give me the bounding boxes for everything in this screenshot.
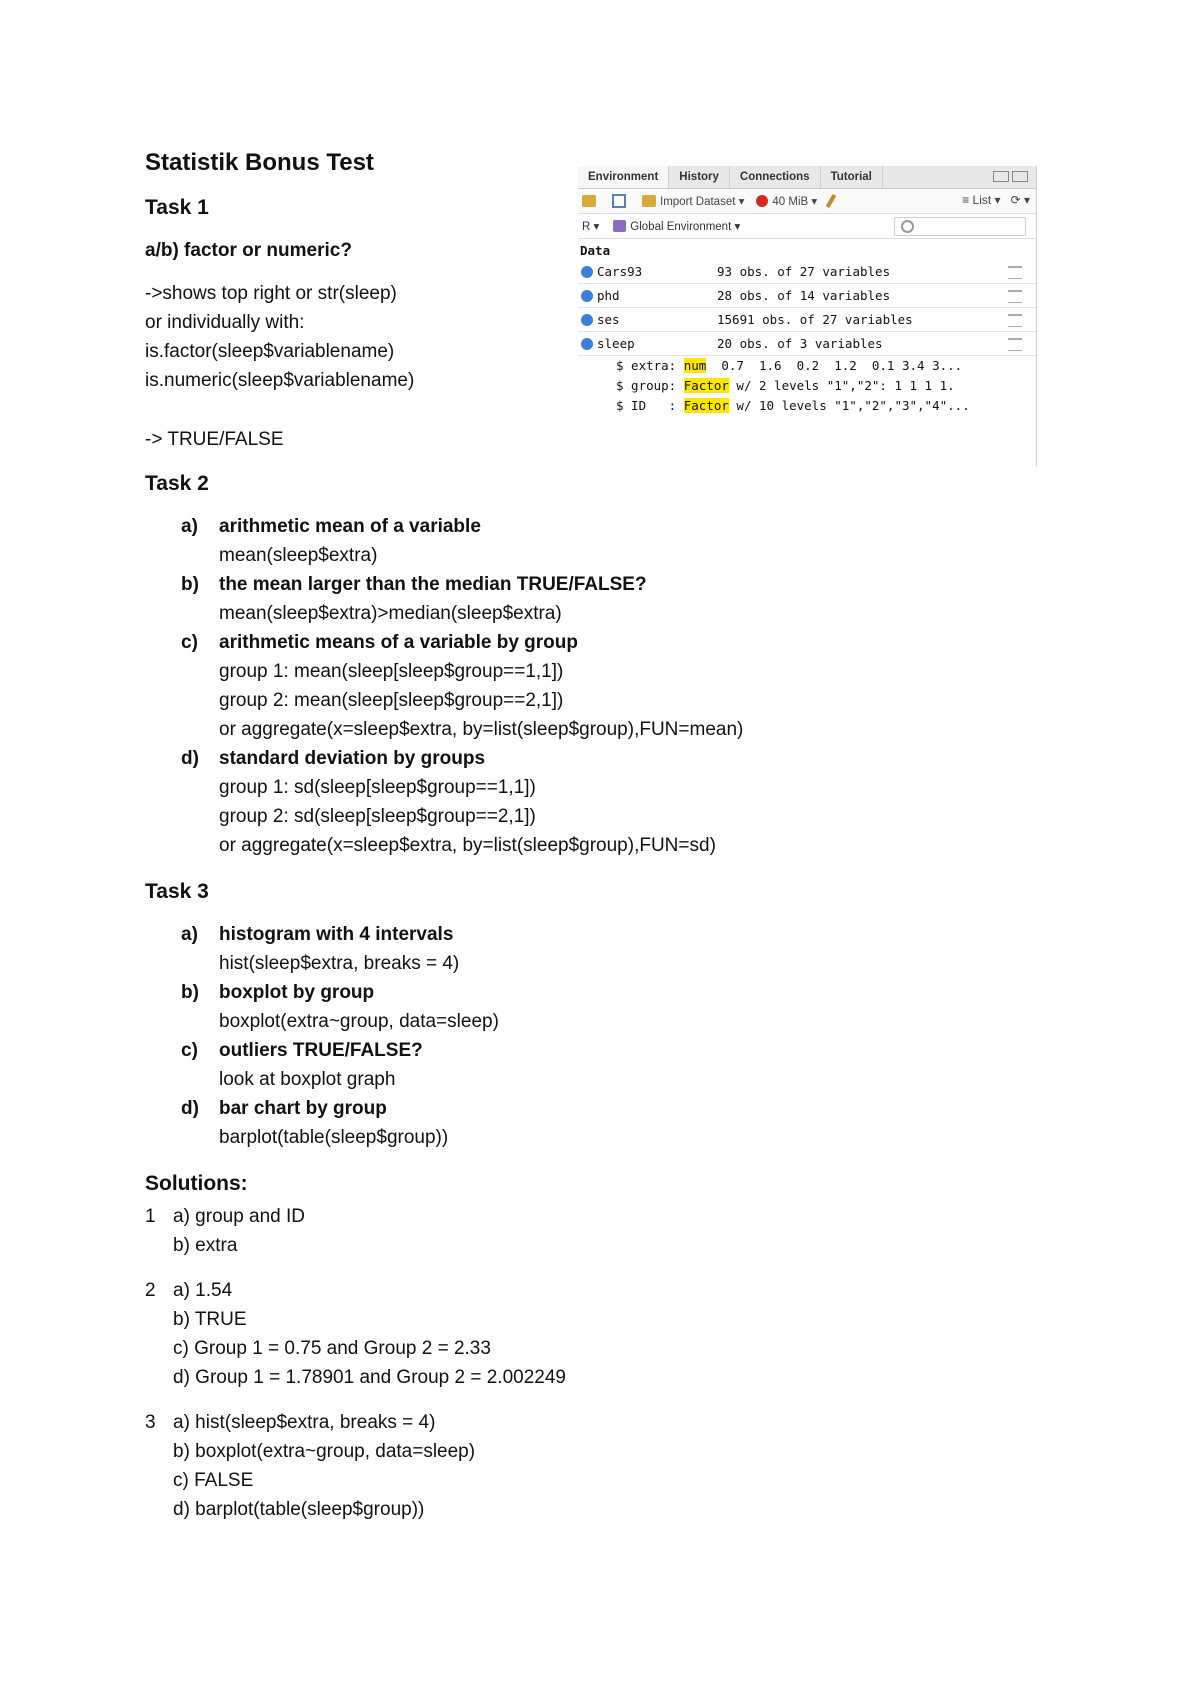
solution-group xyxy=(145,1202,785,1260)
item-label: outliers TRUE/FALSE? xyxy=(219,1040,423,1061)
structure-type: Factor xyxy=(683,378,729,393)
table-row[interactable] xyxy=(578,284,1036,308)
object-name: Cars93 xyxy=(597,264,643,279)
window-controls xyxy=(993,171,1028,182)
structure-values: w/ 2 levels "1","2": 1 1 1 1. xyxy=(728,378,955,393)
solution-number: 3 xyxy=(145,1412,156,1433)
environment-dropdown[interactable] xyxy=(613,219,740,233)
solution-line: a) hist(sleep$extra, breaks = 4) xyxy=(173,1412,436,1433)
solution-line: a) group and ID xyxy=(173,1206,306,1227)
expand-icon[interactable] xyxy=(581,290,593,302)
save-icon xyxy=(612,194,626,208)
item-line: mean(sleep$extra) xyxy=(219,545,378,566)
list-item xyxy=(145,1036,785,1094)
item-marker: b) xyxy=(181,574,199,595)
table-row[interactable] xyxy=(578,332,1036,356)
solution-group xyxy=(145,1408,785,1524)
task1-line: or individually with: xyxy=(145,312,305,333)
structure-type: Factor xyxy=(683,398,729,413)
structure-prefix: $ ID : xyxy=(616,398,684,413)
item-line: or aggregate(x=sleep$extra, by=list(sleep$group),FUN=sd) xyxy=(219,835,716,856)
list-item xyxy=(145,512,785,570)
solution-line: b) TRUE xyxy=(173,1309,247,1330)
item-label: standard deviation by groups xyxy=(219,748,486,769)
solutions-heading: Solutions: xyxy=(145,1172,248,1195)
task3-heading: Task 3 xyxy=(145,880,209,903)
save-workspace-button[interactable] xyxy=(612,194,630,208)
list-item xyxy=(145,570,785,628)
item-label: histogram with 4 intervals xyxy=(219,924,454,945)
import-dataset-label: Import Dataset ▾ xyxy=(660,196,745,208)
object-name: ses xyxy=(597,312,620,327)
task3-list xyxy=(145,920,785,1152)
table-row[interactable] xyxy=(578,260,1036,284)
tab-environment[interactable]: Environment xyxy=(578,166,669,188)
expand-icon[interactable] xyxy=(581,314,593,326)
task1-line: is.factor(sleep$variablename) xyxy=(145,341,395,362)
item-marker: d) xyxy=(181,1098,199,1119)
broom-icon xyxy=(826,194,836,208)
solution-line: b) extra xyxy=(173,1235,238,1256)
view-table-icon[interactable] xyxy=(1008,314,1022,327)
solution-number: 2 xyxy=(145,1280,156,1301)
minimize-icon[interactable] xyxy=(993,171,1009,182)
environment-label: Global Environment ▾ xyxy=(630,221,741,233)
tab-tutorial[interactable]: Tutorial xyxy=(821,166,883,188)
import-dataset-button[interactable] xyxy=(642,194,744,208)
list-item xyxy=(145,628,785,744)
toolbar-right xyxy=(962,193,1030,207)
solution-line: c) FALSE xyxy=(173,1470,254,1491)
item-marker: b) xyxy=(181,982,199,1003)
item-line: group 2: sd(sleep[sleep$group==2,1]) xyxy=(219,806,536,827)
rstudio-environment-pane xyxy=(578,166,1037,466)
solution-line: d) Group 1 = 1.78901 and Group 2 = 2.002249 xyxy=(173,1367,566,1388)
environment-selector-bar xyxy=(578,214,1036,239)
item-line: hist(sleep$extra, breaks = 4) xyxy=(219,953,460,974)
view-table-icon[interactable] xyxy=(1008,290,1022,303)
view-mode-label: List ▾ xyxy=(972,193,1001,207)
list-item xyxy=(145,744,785,860)
object-description: 28 obs. of 14 variables xyxy=(717,288,891,303)
structure-line xyxy=(578,356,1036,376)
item-label: arithmetic means of a variable by group xyxy=(219,632,578,653)
structure-values: 0.7 1.6 0.2 1.2 0.1 3.4 3... xyxy=(706,358,963,373)
search-input[interactable] xyxy=(894,217,1026,236)
page-title: Statistik Bonus Test xyxy=(145,149,374,176)
environment-icon xyxy=(613,220,626,232)
expand-icon[interactable] xyxy=(581,266,593,278)
refresh-icon[interactable]: ⟳ ▾ xyxy=(1010,193,1030,207)
item-line: barplot(table(sleep$group)) xyxy=(219,1127,449,1148)
task1-heading: Task 1 xyxy=(145,196,209,219)
task1-line: is.numeric(sleep$variablename) xyxy=(145,370,415,391)
list-item xyxy=(145,920,785,978)
tab-history[interactable]: History xyxy=(669,166,730,188)
search-icon xyxy=(901,220,914,233)
memory-label: 40 MiB ▾ xyxy=(772,196,818,208)
open-folder-icon xyxy=(582,195,596,207)
table-row[interactable] xyxy=(578,308,1036,332)
maximize-icon[interactable] xyxy=(1012,171,1028,182)
list-item xyxy=(145,978,785,1036)
data-section-header: Data xyxy=(580,243,611,258)
item-marker: c) xyxy=(181,1040,198,1061)
item-line: or aggregate(x=sleep$extra, by=list(sleep$group),FUN=mean) xyxy=(219,719,744,740)
item-marker: c) xyxy=(181,632,198,653)
collapse-icon[interactable] xyxy=(581,338,593,350)
object-description: 93 obs. of 27 variables xyxy=(717,264,891,279)
item-label: boxplot by group xyxy=(219,982,375,1003)
item-label: bar chart by group xyxy=(219,1098,387,1119)
pane-tabs xyxy=(578,166,1036,189)
item-line: look at boxplot graph xyxy=(219,1069,396,1090)
structure-prefix: $ extra: xyxy=(616,358,684,373)
solution-line: d) barplot(table(sleep$group)) xyxy=(173,1499,425,1520)
item-line: group 1: sd(sleep[sleep$group==1,1]) xyxy=(219,777,536,798)
item-marker: a) xyxy=(181,924,198,945)
load-workspace-button[interactable] xyxy=(582,195,600,207)
object-description: 20 obs. of 3 variables xyxy=(717,336,883,351)
item-label: the mean larger than the median TRUE/FALSE? xyxy=(219,574,647,595)
item-label: arithmetic mean of a variable xyxy=(219,516,481,537)
task1-line: ->shows top right or str(sleep) xyxy=(145,283,397,304)
language-dropdown[interactable]: R ▾ xyxy=(582,221,600,233)
memory-icon xyxy=(756,195,768,207)
solution-group xyxy=(145,1276,785,1392)
solution-number: 1 xyxy=(145,1206,156,1227)
object-name: phd xyxy=(597,288,620,303)
structure-line xyxy=(578,396,1036,416)
import-icon xyxy=(642,195,656,207)
task1-question: a/b) factor or numeric? xyxy=(145,240,352,261)
solution-line: b) boxplot(extra~group, data=sleep) xyxy=(173,1441,476,1462)
tab-connections[interactable]: Connections xyxy=(730,166,821,188)
task2-heading: Task 2 xyxy=(145,472,209,495)
list-item xyxy=(145,1094,785,1152)
structure-line xyxy=(578,376,1036,396)
structure-prefix: $ group: xyxy=(616,378,684,393)
structure-values: w/ 10 levels "1","2","3","4"... xyxy=(728,398,970,413)
item-marker: d) xyxy=(181,748,199,769)
task2-list xyxy=(145,512,785,860)
item-line: group 1: mean(sleep[sleep$group==1,1]) xyxy=(219,661,564,682)
item-marker: a) xyxy=(181,516,198,537)
item-line: group 2: mean(sleep[sleep$group==2,1]) xyxy=(219,690,564,711)
view-table-icon[interactable] xyxy=(1008,338,1022,351)
solution-line: a) 1.54 xyxy=(173,1280,233,1301)
object-description: 15691 obs. of 27 variables xyxy=(717,312,913,327)
object-name: sleep xyxy=(597,336,635,351)
structure-type: num xyxy=(683,358,707,373)
item-line: boxplot(extra~group, data=sleep) xyxy=(219,1011,499,1032)
memory-usage-button[interactable] xyxy=(756,194,817,208)
task1-result: -> TRUE/FALSE xyxy=(145,429,284,450)
view-mode-dropdown[interactable]: ≡ List ▾ xyxy=(962,193,1001,207)
solution-line: c) Group 1 = 0.75 and Group 2 = 2.33 xyxy=(173,1338,491,1359)
clear-workspace-button[interactable] xyxy=(829,194,837,208)
item-line: mean(sleep$extra)>median(sleep$extra) xyxy=(219,603,562,624)
pane-toolbar xyxy=(578,189,1036,214)
view-table-icon[interactable] xyxy=(1008,266,1022,279)
